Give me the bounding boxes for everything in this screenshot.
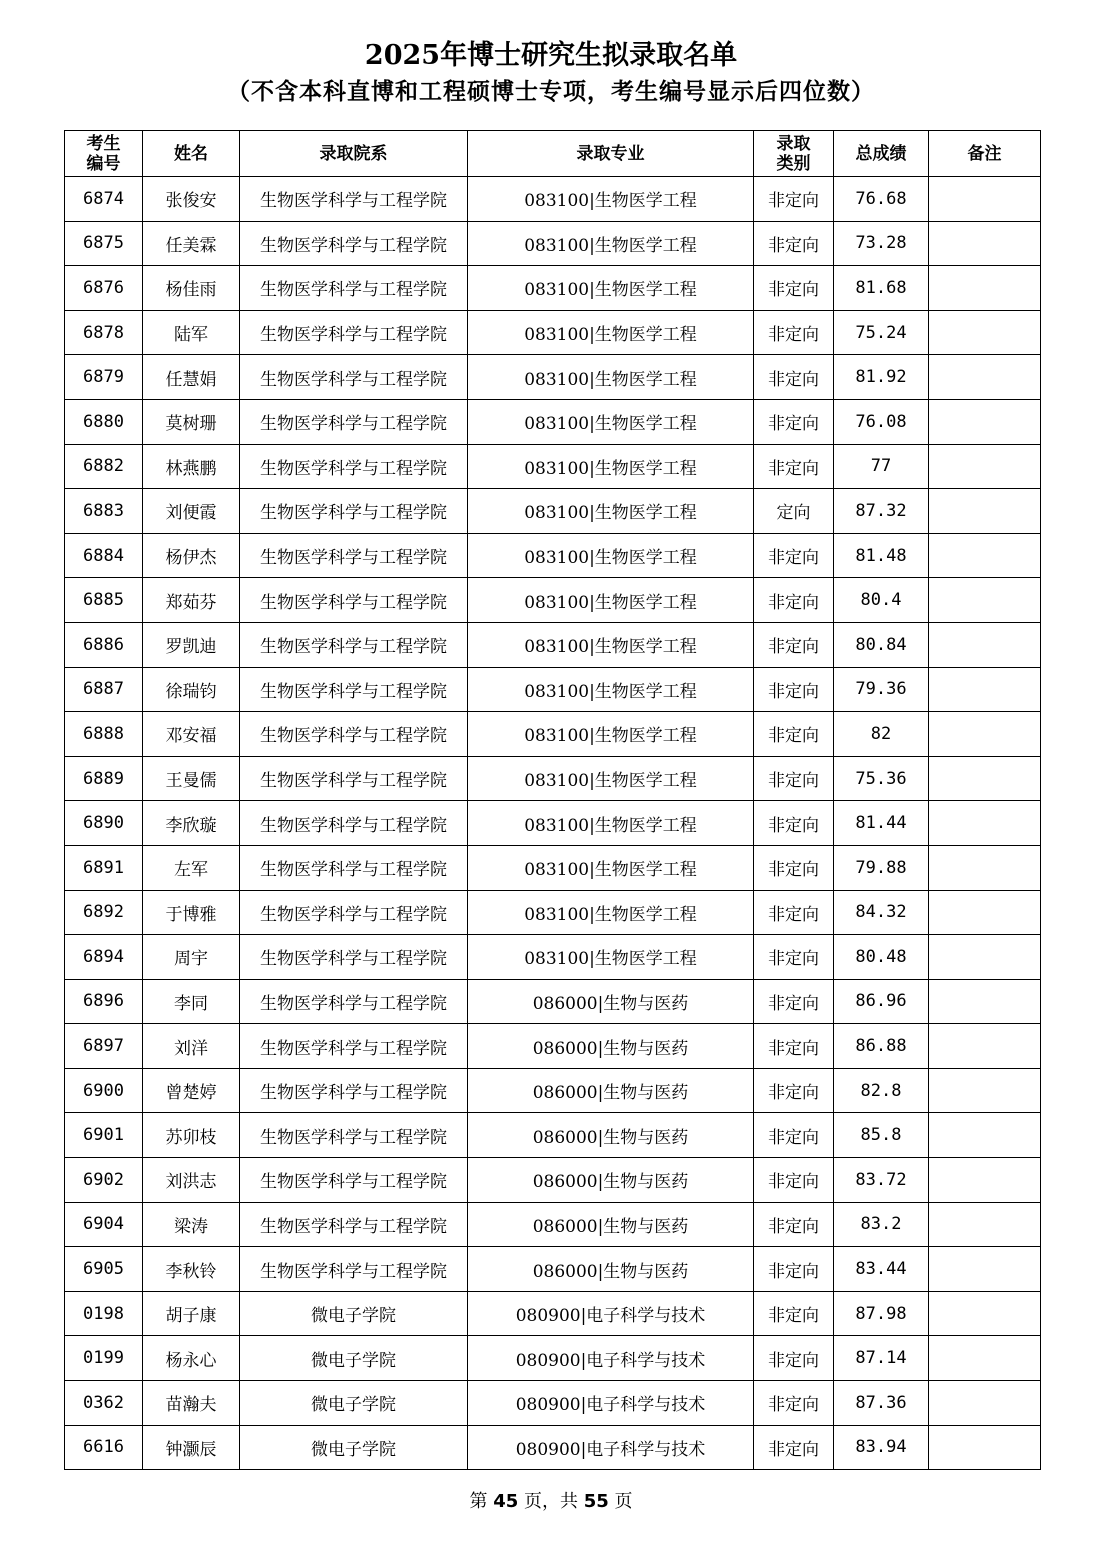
cell-note <box>929 399 1041 444</box>
footer-prefix: 第 <box>469 1491 488 1512</box>
cell-admission-type: 非定向 <box>754 310 834 355</box>
table-row <box>65 310 1041 355</box>
cell-candidate-id: 6886 <box>65 622 143 667</box>
cell-note <box>929 578 1041 623</box>
table-row <box>65 1158 1041 1203</box>
cell-school: 微电子学院 <box>240 1291 468 1336</box>
cell-name: 胡子康 <box>143 1291 240 1336</box>
table-row <box>65 756 1041 801</box>
cell-candidate-id: 6878 <box>65 310 143 355</box>
cell-total-score: 84.32 <box>834 890 929 935</box>
table-row <box>65 444 1041 489</box>
cell-note <box>929 310 1041 355</box>
cell-name: 刘洋 <box>143 1024 240 1069</box>
cell-major: 083100|生物医学工程 <box>468 756 754 801</box>
header-admission-type <box>754 131 834 177</box>
cell-note <box>929 1247 1041 1292</box>
cell-note <box>929 1381 1041 1426</box>
table-row <box>65 1068 1041 1113</box>
table-row <box>65 355 1041 400</box>
cell-note <box>929 845 1041 890</box>
cell-note <box>929 890 1041 935</box>
cell-major: 080900|电子科学与技术 <box>468 1336 754 1381</box>
cell-name: 杨佳雨 <box>143 266 240 311</box>
cell-school: 生物医学科学与工程学院 <box>240 935 468 980</box>
cell-name: 莫树珊 <box>143 399 240 444</box>
cell-admission-type: 非定向 <box>754 1247 834 1292</box>
cell-total-score: 81.48 <box>834 533 929 578</box>
table-row <box>65 1381 1041 1426</box>
cell-candidate-id: 6891 <box>65 845 143 890</box>
cell-school: 生物医学科学与工程学院 <box>240 667 468 712</box>
cell-major: 083100|生物医学工程 <box>468 489 754 534</box>
footer-middle: 页，共 <box>524 1491 578 1512</box>
cell-name: 于博雅 <box>143 890 240 935</box>
table-row <box>65 533 1041 578</box>
header-admission-type-line2: 类别 <box>776 153 811 174</box>
cell-total-score: 75.36 <box>834 756 929 801</box>
cell-major: 083100|生物医学工程 <box>468 177 754 222</box>
table-row <box>65 1024 1041 1069</box>
cell-total-score: 80.84 <box>834 622 929 667</box>
cell-school: 生物医学科学与工程学院 <box>240 310 468 355</box>
cell-candidate-id: 6904 <box>65 1202 143 1247</box>
cell-total-score: 86.88 <box>834 1024 929 1069</box>
cell-candidate-id: 6885 <box>65 578 143 623</box>
cell-note <box>929 1425 1041 1470</box>
table-row <box>65 979 1041 1024</box>
cell-candidate-id: 6884 <box>65 533 143 578</box>
cell-name: 李同 <box>143 979 240 1024</box>
cell-note <box>929 1202 1041 1247</box>
cell-total-score: 87.98 <box>834 1291 929 1336</box>
cell-admission-type: 非定向 <box>754 533 834 578</box>
table-row <box>65 399 1041 444</box>
cell-candidate-id: 6901 <box>65 1113 143 1158</box>
cell-total-score: 79.36 <box>834 667 929 712</box>
cell-note <box>929 622 1041 667</box>
table-row <box>65 221 1041 266</box>
cell-candidate-id: 6889 <box>65 756 143 801</box>
cell-total-score: 80.48 <box>834 935 929 980</box>
cell-note <box>929 533 1041 578</box>
cell-total-score: 81.44 <box>834 801 929 846</box>
cell-admission-type: 非定向 <box>754 1202 834 1247</box>
cell-candidate-id: 0362 <box>65 1381 143 1426</box>
cell-name: 陆军 <box>143 310 240 355</box>
cell-admission-type: 非定向 <box>754 1068 834 1113</box>
cell-note <box>929 221 1041 266</box>
cell-total-score: 87.36 <box>834 1381 929 1426</box>
table-row <box>65 1425 1041 1470</box>
cell-candidate-id: 0198 <box>65 1291 143 1336</box>
table-row <box>65 712 1041 757</box>
document-subtitle: （不含本科直博和工程硕博士专项，考生编号显示后四位数） <box>227 79 875 105</box>
cell-candidate-id: 6902 <box>65 1158 143 1203</box>
table-row <box>65 1113 1041 1158</box>
cell-total-score: 81.92 <box>834 355 929 400</box>
cell-name: 王曼儒 <box>143 756 240 801</box>
cell-school: 微电子学院 <box>240 1425 468 1470</box>
cell-total-score: 82.8 <box>834 1068 929 1113</box>
cell-admission-type: 非定向 <box>754 890 834 935</box>
cell-admission-type: 非定向 <box>754 712 834 757</box>
cell-candidate-id: 6890 <box>65 801 143 846</box>
table-row <box>65 177 1041 222</box>
cell-major: 083100|生物医学工程 <box>468 935 754 980</box>
cell-school: 生物医学科学与工程学院 <box>240 578 468 623</box>
header-major: 录取专业 <box>468 131 754 177</box>
footer-suffix: 页 <box>614 1491 633 1512</box>
cell-school: 生物医学科学与工程学院 <box>240 1068 468 1113</box>
cell-name: 钟灏辰 <box>143 1425 240 1470</box>
cell-school: 生物医学科学与工程学院 <box>240 622 468 667</box>
cell-note <box>929 1158 1041 1203</box>
cell-total-score: 75.24 <box>834 310 929 355</box>
cell-admission-type: 非定向 <box>754 667 834 712</box>
cell-admission-type: 非定向 <box>754 845 834 890</box>
cell-major: 083100|生物医学工程 <box>468 221 754 266</box>
cell-total-score: 82 <box>834 712 929 757</box>
cell-candidate-id: 6887 <box>65 667 143 712</box>
footer-current-page: 45 <box>493 1491 519 1512</box>
cell-major: 083100|生物医学工程 <box>468 310 754 355</box>
cell-major: 083100|生物医学工程 <box>468 444 754 489</box>
header-row <box>65 131 1041 177</box>
cell-candidate-id: 6880 <box>65 399 143 444</box>
cell-school: 生物医学科学与工程学院 <box>240 890 468 935</box>
cell-admission-type: 非定向 <box>754 1425 834 1470</box>
cell-major: 086000|生物与医药 <box>468 1024 754 1069</box>
cell-note <box>929 712 1041 757</box>
header-candidate-id-line1: 考生 <box>86 133 121 154</box>
table-row <box>65 801 1041 846</box>
cell-major: 083100|生物医学工程 <box>468 667 754 712</box>
header-candidate-id-line2: 编号 <box>86 153 121 174</box>
cell-major: 086000|生物与医药 <box>468 1202 754 1247</box>
cell-major: 086000|生物与医药 <box>468 1158 754 1203</box>
cell-name: 杨伊杰 <box>143 533 240 578</box>
cell-name: 苗瀚夫 <box>143 1381 240 1426</box>
cell-admission-type: 非定向 <box>754 935 834 980</box>
cell-total-score: 87.14 <box>834 1336 929 1381</box>
cell-major: 083100|生物医学工程 <box>468 712 754 757</box>
header-note: 备注 <box>929 131 1041 177</box>
header-candidate-id <box>65 131 143 177</box>
cell-major: 080900|电子科学与技术 <box>468 1291 754 1336</box>
cell-note <box>929 489 1041 534</box>
cell-name: 罗凯迪 <box>143 622 240 667</box>
cell-name: 刘洪志 <box>143 1158 240 1203</box>
cell-candidate-id: 6883 <box>65 489 143 534</box>
table-row <box>65 1247 1041 1292</box>
table-row <box>65 1202 1041 1247</box>
cell-name: 任慧娟 <box>143 355 240 400</box>
table-row <box>65 890 1041 935</box>
cell-admission-type: 非定向 <box>754 266 834 311</box>
cell-school: 生物医学科学与工程学院 <box>240 845 468 890</box>
cell-total-score: 73.28 <box>834 221 929 266</box>
cell-admission-type: 非定向 <box>754 444 834 489</box>
cell-name: 杨永心 <box>143 1336 240 1381</box>
cell-admission-type: 非定向 <box>754 578 834 623</box>
cell-total-score: 83.72 <box>834 1158 929 1203</box>
cell-school: 生物医学科学与工程学院 <box>240 1158 468 1203</box>
cell-major: 086000|生物与医药 <box>468 1247 754 1292</box>
cell-school: 生物医学科学与工程学院 <box>240 533 468 578</box>
cell-major: 083100|生物医学工程 <box>468 801 754 846</box>
cell-school: 生物医学科学与工程学院 <box>240 221 468 266</box>
cell-name: 周宇 <box>143 935 240 980</box>
table-row <box>65 266 1041 311</box>
cell-name: 李秋铃 <box>143 1247 240 1292</box>
cell-name: 左军 <box>143 845 240 890</box>
cell-candidate-id: 6892 <box>65 890 143 935</box>
cell-major: 080900|电子科学与技术 <box>468 1381 754 1426</box>
cell-school: 微电子学院 <box>240 1381 468 1426</box>
cell-candidate-id: 0199 <box>65 1336 143 1381</box>
cell-admission-type: 非定向 <box>754 979 834 1024</box>
cell-admission-type: 非定向 <box>754 1024 834 1069</box>
cell-name: 任美霖 <box>143 221 240 266</box>
cell-note <box>929 801 1041 846</box>
cell-name: 苏卯枝 <box>143 1113 240 1158</box>
cell-school: 生物医学科学与工程学院 <box>240 1202 468 1247</box>
cell-school: 生物医学科学与工程学院 <box>240 355 468 400</box>
cell-admission-type: 非定向 <box>754 221 834 266</box>
admission-table <box>64 130 1041 1470</box>
cell-candidate-id: 6882 <box>65 444 143 489</box>
cell-total-score: 83.44 <box>834 1247 929 1292</box>
cell-admission-type: 非定向 <box>754 177 834 222</box>
cell-admission-type: 非定向 <box>754 1336 834 1381</box>
cell-name: 曾楚婷 <box>143 1068 240 1113</box>
header-school: 录取院系 <box>240 131 468 177</box>
cell-major: 083100|生物医学工程 <box>468 845 754 890</box>
cell-total-score: 76.68 <box>834 177 929 222</box>
cell-admission-type: 非定向 <box>754 756 834 801</box>
cell-major: 086000|生物与医药 <box>468 979 754 1024</box>
document-title: 2025年博士研究生拟录取名单 <box>364 40 738 71</box>
cell-note <box>929 1113 1041 1158</box>
cell-school: 生物医学科学与工程学院 <box>240 1247 468 1292</box>
cell-total-score: 81.68 <box>834 266 929 311</box>
cell-school: 生物医学科学与工程学院 <box>240 712 468 757</box>
cell-admission-type: 非定向 <box>754 622 834 667</box>
cell-note <box>929 1336 1041 1381</box>
cell-candidate-id: 6874 <box>65 177 143 222</box>
cell-total-score: 76.08 <box>834 399 929 444</box>
cell-total-score: 80.4 <box>834 578 929 623</box>
cell-candidate-id: 6879 <box>65 355 143 400</box>
cell-total-score: 86.96 <box>834 979 929 1024</box>
cell-school: 生物医学科学与工程学院 <box>240 399 468 444</box>
table-row <box>65 622 1041 667</box>
table-row <box>65 1291 1041 1336</box>
cell-major: 080900|电子科学与技术 <box>468 1425 754 1470</box>
cell-note <box>929 355 1041 400</box>
cell-school: 生物医学科学与工程学院 <box>240 1113 468 1158</box>
cell-total-score: 77 <box>834 444 929 489</box>
cell-note <box>929 1068 1041 1113</box>
cell-candidate-id: 6888 <box>65 712 143 757</box>
cell-school: 生物医学科学与工程学院 <box>240 756 468 801</box>
cell-major: 083100|生物医学工程 <box>468 578 754 623</box>
cell-candidate-id: 6616 <box>65 1425 143 1470</box>
table-body <box>65 177 1041 1470</box>
cell-note <box>929 935 1041 980</box>
cell-note <box>929 1291 1041 1336</box>
cell-name: 刘便霞 <box>143 489 240 534</box>
table-row <box>65 489 1041 534</box>
cell-school: 微电子学院 <box>240 1336 468 1381</box>
cell-candidate-id: 6897 <box>65 1024 143 1069</box>
cell-school: 生物医学科学与工程学院 <box>240 979 468 1024</box>
cell-note <box>929 444 1041 489</box>
cell-total-score: 79.88 <box>834 845 929 890</box>
cell-note <box>929 1024 1041 1069</box>
cell-major: 086000|生物与医药 <box>468 1113 754 1158</box>
cell-note <box>929 667 1041 712</box>
cell-total-score: 83.2 <box>834 1202 929 1247</box>
cell-admission-type: 非定向 <box>754 801 834 846</box>
cell-name: 徐瑞钧 <box>143 667 240 712</box>
cell-candidate-id: 6876 <box>65 266 143 311</box>
cell-name: 郑茹芬 <box>143 578 240 623</box>
cell-major: 083100|生物医学工程 <box>468 266 754 311</box>
cell-total-score: 87.32 <box>834 489 929 534</box>
cell-admission-type: 非定向 <box>754 1158 834 1203</box>
table-row <box>65 845 1041 890</box>
cell-admission-type: 定向 <box>754 489 834 534</box>
cell-note <box>929 177 1041 222</box>
page-footer <box>0 1489 1102 1515</box>
cell-name: 梁涛 <box>143 1202 240 1247</box>
cell-note <box>929 756 1041 801</box>
cell-school: 生物医学科学与工程学院 <box>240 801 468 846</box>
cell-total-score: 85.8 <box>834 1113 929 1158</box>
cell-name: 张俊安 <box>143 177 240 222</box>
table-row <box>65 935 1041 980</box>
cell-major: 086000|生物与医药 <box>468 1068 754 1113</box>
cell-school: 生物医学科学与工程学院 <box>240 1024 468 1069</box>
header-name: 姓名 <box>143 131 240 177</box>
cell-school: 生物医学科学与工程学院 <box>240 444 468 489</box>
cell-school: 生物医学科学与工程学院 <box>240 177 468 222</box>
cell-admission-type: 非定向 <box>754 355 834 400</box>
cell-school: 生物医学科学与工程学院 <box>240 266 468 311</box>
cell-school: 生物医学科学与工程学院 <box>240 489 468 534</box>
cell-admission-type: 非定向 <box>754 1381 834 1426</box>
cell-major: 083100|生物医学工程 <box>468 355 754 400</box>
table-row <box>65 667 1041 712</box>
cell-note <box>929 266 1041 311</box>
table-header <box>65 131 1041 177</box>
cell-candidate-id: 6875 <box>65 221 143 266</box>
cell-major: 083100|生物医学工程 <box>468 890 754 935</box>
table-row <box>65 578 1041 623</box>
cell-admission-type: 非定向 <box>754 1291 834 1336</box>
cell-major: 083100|生物医学工程 <box>468 622 754 667</box>
cell-name: 李欣璇 <box>143 801 240 846</box>
cell-major: 083100|生物医学工程 <box>468 399 754 444</box>
cell-candidate-id: 6896 <box>65 979 143 1024</box>
cell-admission-type: 非定向 <box>754 1113 834 1158</box>
cell-total-score: 83.94 <box>834 1425 929 1470</box>
cell-candidate-id: 6905 <box>65 1247 143 1292</box>
cell-candidate-id: 6894 <box>65 935 143 980</box>
header-total-score: 总成绩 <box>834 131 929 177</box>
cell-name: 邓安福 <box>143 712 240 757</box>
header-admission-type-line1: 录取 <box>776 133 811 154</box>
cell-candidate-id: 6900 <box>65 1068 143 1113</box>
cell-major: 083100|生物医学工程 <box>468 533 754 578</box>
cell-admission-type: 非定向 <box>754 399 834 444</box>
cell-note <box>929 979 1041 1024</box>
cell-name: 林燕鹏 <box>143 444 240 489</box>
table-row <box>65 1336 1041 1381</box>
footer-total-pages: 55 <box>583 1491 609 1512</box>
